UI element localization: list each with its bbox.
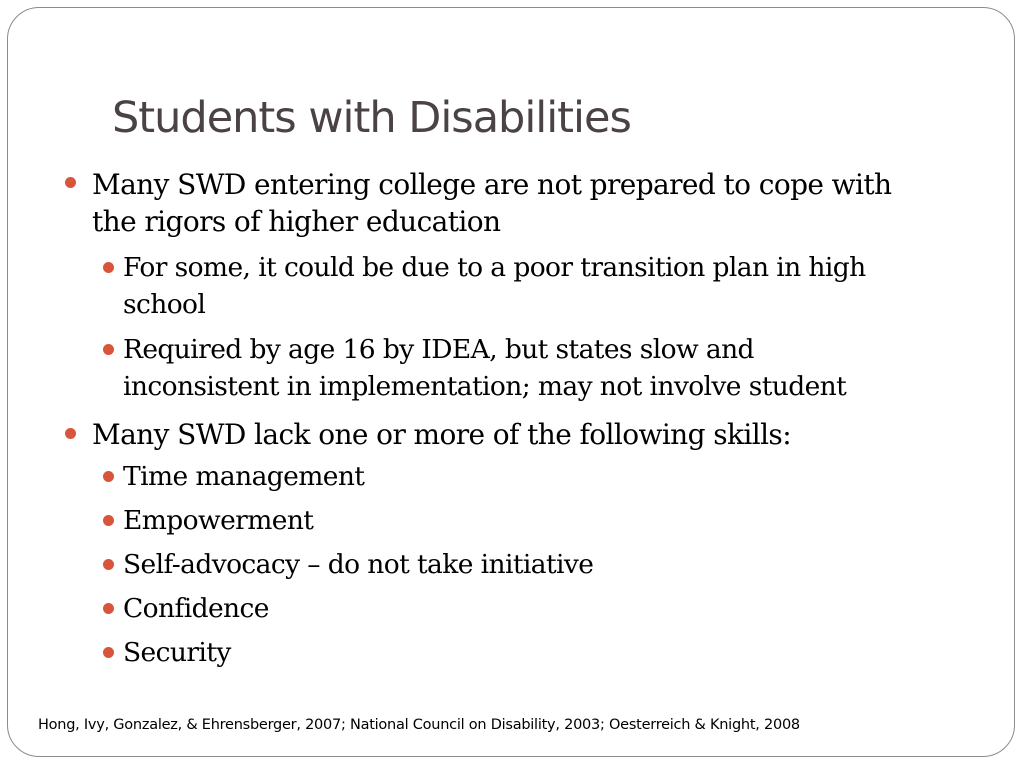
sub-bullet-dot xyxy=(103,262,114,273)
bullet-dot xyxy=(65,177,76,188)
sub-bullet-1-1-line-1: For some, it could be due to a poor transition plan in high xyxy=(123,252,866,283)
sub-bullet-2-4: Confidence xyxy=(123,593,269,624)
sub-bullet-2-1: Time management xyxy=(123,461,365,492)
sub-bullet-dot xyxy=(103,515,114,526)
bullet-1-line-1: Many SWD entering college are not prepared to cope with xyxy=(92,168,892,201)
sub-bullet-dot xyxy=(103,559,114,570)
sub-bullet-dot xyxy=(103,603,114,614)
sub-bullet-dot xyxy=(103,647,114,658)
slide-title: Students with Disabilities xyxy=(112,93,631,143)
sub-bullet-dot xyxy=(103,344,114,355)
sub-bullet-2-3: Self-advocacy – do not take initiative xyxy=(123,549,594,580)
sub-bullet-1-1-line-2: school xyxy=(123,289,206,320)
citation-footer: Hong, Ivy, Gonzalez, & Ehrensberger, 2007; National Council on Disability, 2003; Oesterreich & Knight, 2008 xyxy=(38,717,800,733)
bullet-dot xyxy=(65,428,76,439)
sub-bullet-2-2: Empowerment xyxy=(123,505,314,536)
bullet-2-line-1: Many SWD lack one or more of the following skills: xyxy=(92,418,792,451)
sub-bullet-1-2-line-1: Required by age 16 by IDEA, but states slow and xyxy=(123,334,754,365)
sub-bullet-2-5: Security xyxy=(123,637,231,668)
sub-bullet-1-2-line-2: inconsistent in implementation; may not involve student xyxy=(123,371,847,402)
sub-bullet-dot xyxy=(103,471,114,482)
bullet-1-line-2: the rigors of higher education xyxy=(92,205,501,238)
